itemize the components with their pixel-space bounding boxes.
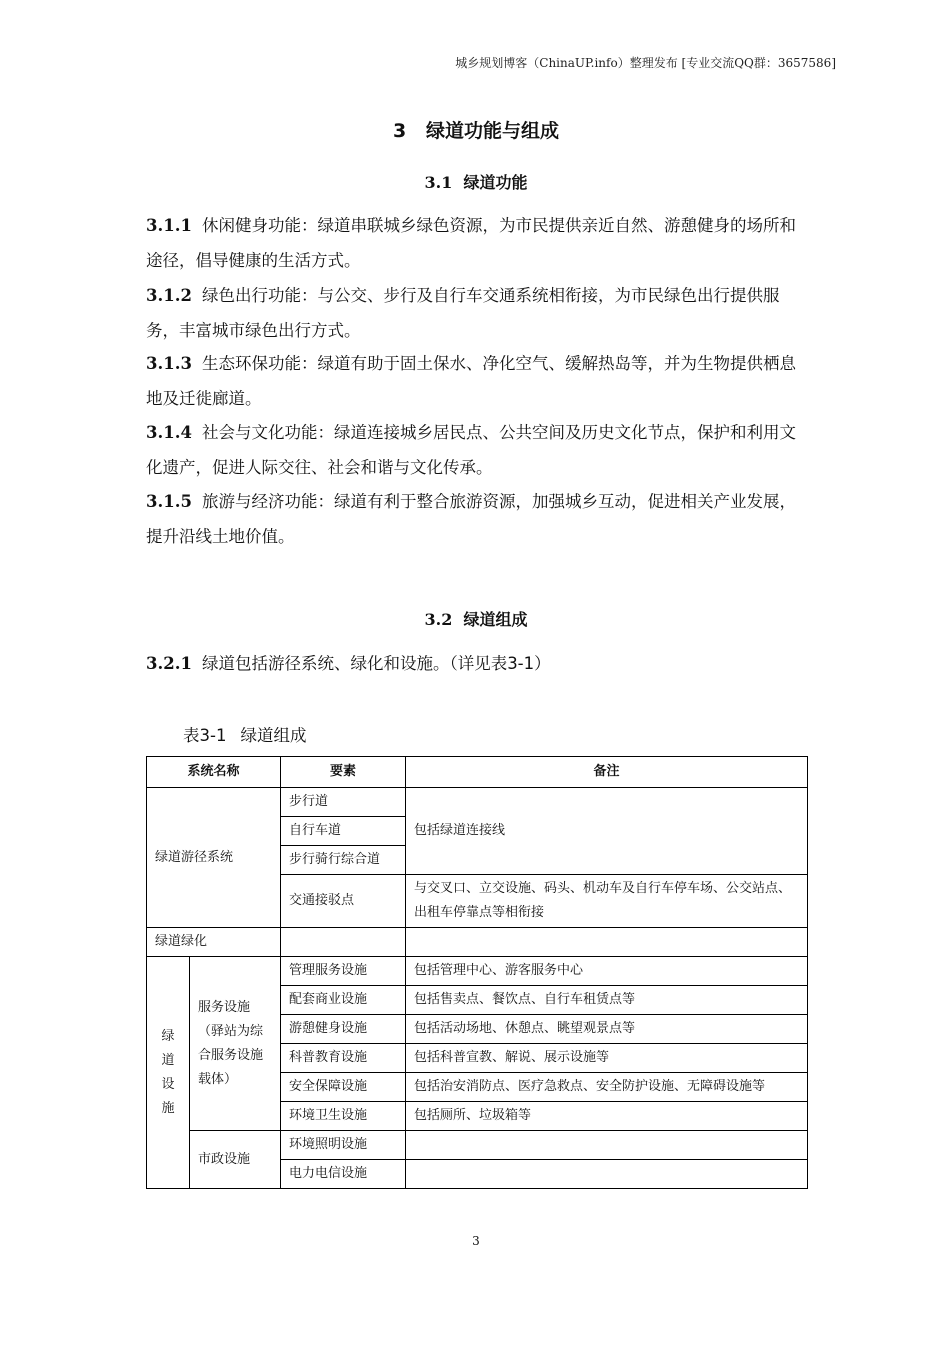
subsection-heading-3-1 bbox=[0, 170, 952, 193]
clause-text: 旅游与经济功能：绿道有利于整合旅游资源，加强城乡互动，促进相关产业发展，提升沿线土地价值。 bbox=[146, 492, 796, 546]
header-system-name: 系统名称 bbox=[147, 757, 281, 788]
empty-cell bbox=[281, 928, 406, 957]
facilities-char: 道 bbox=[161, 1052, 175, 1068]
note-cell: 包括售卖点、餐饮点、自行车租赁点等 bbox=[406, 986, 808, 1015]
table-row bbox=[147, 928, 808, 957]
clause-number: 3.2.1 bbox=[146, 654, 192, 673]
clause-3-1-4 bbox=[146, 415, 812, 485]
note-cell: 包括管理中心、游客服务中心 bbox=[406, 957, 808, 986]
element-cell: 环境照明设施 bbox=[281, 1131, 406, 1160]
clause-text: 生态环保功能：绿道有助于固土保水、净化空气、缓解热岛等，并为生物提供栖息地及迁徙廊道。 bbox=[146, 354, 796, 408]
page-number: 3 bbox=[472, 1234, 480, 1248]
facilities-cell bbox=[147, 957, 190, 1189]
table-header-row bbox=[147, 757, 808, 788]
municipal-facilities-cell: 市政设施 bbox=[190, 1131, 281, 1189]
subsection-title: 绿道组成 bbox=[463, 610, 528, 629]
clause-text: 休闲健身功能：绿道串联城乡绿色资源，为市民提供亲近自然、游憩健身的场所和途径，倡导健康的生活方式。 bbox=[146, 216, 796, 270]
clause-text: 社会与文化功能：绿道连接城乡居民点、公共空间及历史文化节点，保护和利用文化遗产，促进人际交往、社会和谐与文化传承。 bbox=[146, 423, 796, 477]
subsection-number: 3.1 bbox=[424, 173, 453, 192]
table-row bbox=[147, 788, 808, 817]
section-title: 绿道功能与组成 bbox=[426, 120, 560, 142]
subsection-heading-3-2 bbox=[0, 607, 952, 630]
clause-3-1-1 bbox=[146, 208, 812, 278]
clause-number: 3.1.5 bbox=[146, 492, 192, 511]
section-heading bbox=[0, 116, 952, 143]
element-cell: 环境卫生设施 bbox=[281, 1102, 406, 1131]
table-row bbox=[147, 1131, 808, 1160]
clause-text: 绿道包括游径系统、绿化和设施。（详见表3-1） bbox=[201, 654, 551, 673]
note-cell: 包括治安消防点、医疗急救点、安全防护设施、无障碍设施等 bbox=[406, 1073, 808, 1102]
clause-number: 3.1.3 bbox=[146, 354, 192, 373]
table-title: 绿道组成 bbox=[240, 726, 307, 745]
element-cell: 电力电信设施 bbox=[281, 1160, 406, 1189]
table-caption bbox=[183, 722, 320, 746]
clause-3-1-2 bbox=[146, 278, 812, 348]
section-number: 3 bbox=[392, 120, 407, 142]
clause-3-1-5 bbox=[146, 484, 812, 554]
element-cell: 交通接驳点 bbox=[281, 875, 406, 928]
greenway-composition-table bbox=[146, 756, 808, 1189]
element-cell: 自行车道 bbox=[281, 817, 406, 846]
note-cell bbox=[406, 1131, 808, 1160]
element-cell: 步行道 bbox=[281, 788, 406, 817]
element-cell: 步行骑行综合道 bbox=[281, 846, 406, 875]
element-cell: 游憩健身设施 bbox=[281, 1015, 406, 1044]
greening-cell: 绿道绿化 bbox=[147, 928, 281, 957]
element-cell: 管理服务设施 bbox=[281, 957, 406, 986]
clause-number: 3.1.4 bbox=[146, 423, 192, 442]
facilities-char: 设 bbox=[161, 1076, 175, 1092]
clause-number: 3.1.2 bbox=[146, 286, 192, 305]
facilities-char: 施 bbox=[161, 1100, 175, 1116]
note-cell: 包括厕所、垃圾箱等 bbox=[406, 1102, 808, 1131]
note-cell: 与交叉口、立交设施、码头、机动车及自行车停车场、公交站点、出租车停靠点等相衔接 bbox=[406, 875, 808, 928]
subsection-title: 绿道功能 bbox=[463, 173, 528, 192]
facilities-char: 绿 bbox=[161, 1028, 175, 1044]
facilities-vertical-text bbox=[147, 1025, 189, 1121]
clause-text: 绿色出行功能：与公交、步行及自行车交通系统相衔接，为市民绿色出行提供服务，丰富城市绿色出行方式。 bbox=[146, 286, 780, 340]
header-element: 要素 bbox=[281, 757, 406, 788]
empty-cell bbox=[406, 928, 808, 957]
note-cell: 包括绿道连接线 bbox=[406, 788, 808, 875]
clause-3-2-1 bbox=[146, 646, 812, 681]
element-cell: 安全保障设施 bbox=[281, 1073, 406, 1102]
element-cell: 科普教育设施 bbox=[281, 1044, 406, 1073]
clause-3-1-3 bbox=[146, 346, 812, 416]
header-note: 备注 bbox=[406, 757, 808, 788]
trail-system-cell: 绿道游径系统 bbox=[147, 788, 281, 928]
element-cell: 配套商业设施 bbox=[281, 986, 406, 1015]
table-row bbox=[147, 957, 808, 986]
clause-number: 3.1.1 bbox=[146, 216, 192, 235]
page-header: 城乡规划博客（ChinaUP.info）整理发布 [专业交流QQ群：3657586] bbox=[455, 56, 836, 70]
subsection-number: 3.2 bbox=[424, 610, 453, 629]
note-cell: 包括科普宣教、解说、展示设施等 bbox=[406, 1044, 808, 1073]
table-number: 表3-1 bbox=[183, 726, 227, 745]
note-cell: 包括活动场地、休憩点、眺望观景点等 bbox=[406, 1015, 808, 1044]
service-facilities-cell: 服务设施（驿站为综合服务设施载体） bbox=[190, 957, 281, 1131]
note-cell bbox=[406, 1160, 808, 1189]
